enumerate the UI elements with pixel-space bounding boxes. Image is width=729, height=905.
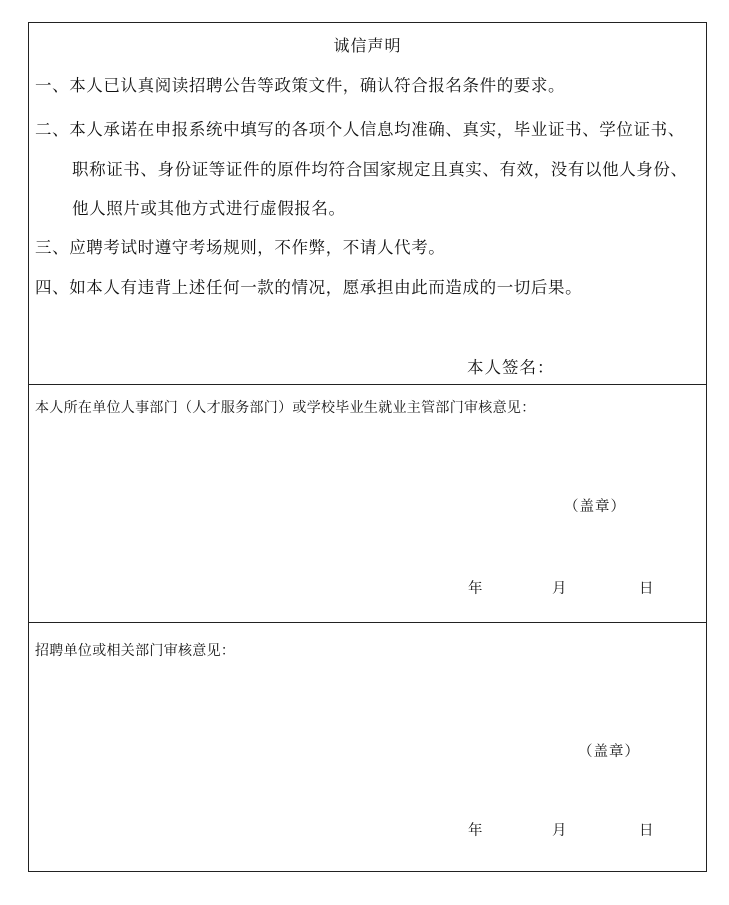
clause-3: 三、应聘考试时遵守考场规则，不作弊，不请人代考。 <box>35 238 446 257</box>
integrity-declaration-form <box>28 22 707 872</box>
employer-review-section <box>29 623 706 871</box>
declaration-title: 诚信声明 <box>333 36 402 55</box>
unit-review-label: 本人所在单位人事部门（人才服务部门）或学校毕业生就业主管部门审核意见： <box>35 400 536 416</box>
clause-2-line-3: 他人照片或其他方式进行虚假报名。 <box>72 199 346 218</box>
clause-4: 四、如本人有违背上述任何一款的情况，愿承担由此而造成的一切后果。 <box>35 278 583 297</box>
unit-seal-label: （盖章） <box>564 499 626 515</box>
unit-date-year: 年 <box>468 581 483 597</box>
employer-seal-label: （盖章） <box>578 744 640 760</box>
unit-date-day: 日 <box>639 581 654 597</box>
unit-review-section <box>29 385 706 623</box>
clause-2-line-1: 二、本人承诺在申报系统中填写的各项个人信息均准确、真实，毕业证书、学位证书、 <box>35 120 685 139</box>
clause-2-line-2: 职称证书、身份证等证件的原件均符合国家规定且真实、有效，没有以他人身份、 <box>72 160 688 179</box>
employer-review-label: 招聘单位或相关部门审核意见： <box>35 643 236 659</box>
unit-date-month: 月 <box>552 581 567 597</box>
clause-1: 一、本人已认真阅读招聘公告等政策文件，确认符合报名条件的要求。 <box>35 76 566 95</box>
employer-date-year: 年 <box>468 823 483 839</box>
signature-label: 本人签名： <box>467 358 555 377</box>
employer-date-month: 月 <box>552 823 567 839</box>
employer-date-day: 日 <box>639 823 654 839</box>
declaration-section <box>29 23 706 385</box>
